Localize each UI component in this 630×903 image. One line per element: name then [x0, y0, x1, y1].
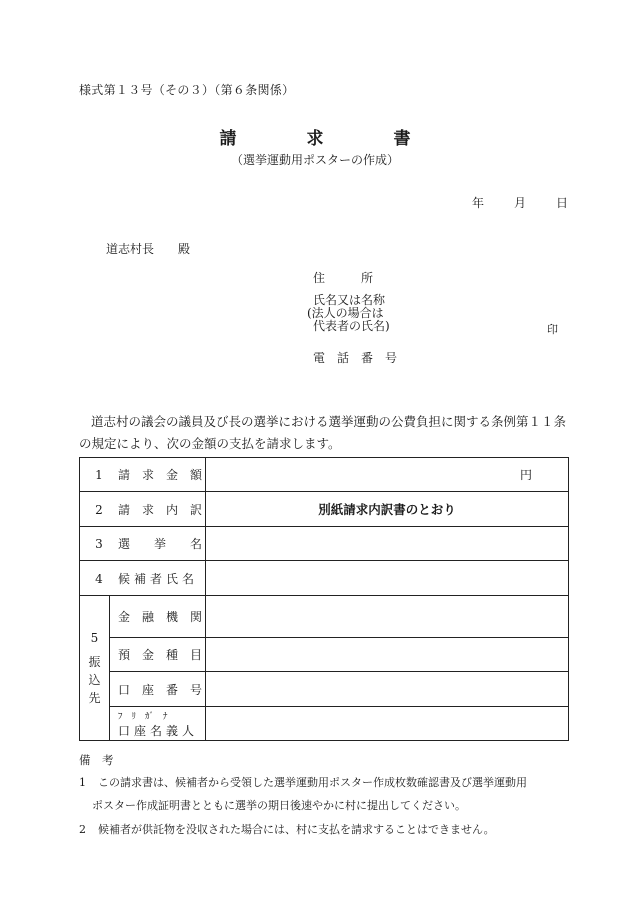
title-char-3: 書: [393, 129, 411, 149]
candidate-label-cell: [80, 561, 206, 596]
breakdown-label: 請 求 内 訳: [118, 502, 203, 517]
breakdown-value: 別紙請求内訳書のとおり: [206, 492, 569, 527]
candidate-value-cell[interactable]: [206, 561, 569, 596]
document-subtitle: （選挙運動用ポスターの作成）: [230, 153, 399, 167]
table-row-breakdown: [80, 492, 569, 527]
table-row-deposit-type: [80, 638, 569, 672]
amount-value-cell[interactable]: [206, 458, 569, 492]
transfer-label-char-2: 込: [88, 673, 101, 687]
row-number: 1: [95, 468, 103, 482]
note-text: この請求書は、候補者から受領した選挙運動用ポスター作成枚数確認書及び選挙運動用: [98, 776, 527, 789]
note-text: 候補者が供託物を没収された場合には、村に支払を請求することはできません。: [98, 823, 495, 836]
account-number-value-cell[interactable]: [206, 672, 569, 707]
title-char-1: 請: [219, 129, 237, 149]
yen-unit: 円: [519, 468, 532, 482]
name-label-3: 代表者の氏名): [313, 319, 390, 333]
account-number-label: 口 座 番 号: [110, 672, 206, 707]
row-number: 2: [95, 502, 103, 517]
form-number: 様式第１３号（その３）（第６条関係）: [79, 83, 295, 97]
row-number: 5: [90, 631, 99, 645]
seal-mark: 印: [547, 323, 558, 336]
election-value-cell[interactable]: [206, 527, 569, 561]
deposit-type-value-cell[interactable]: [206, 638, 569, 672]
account-holder-value-cell[interactable]: [206, 707, 569, 741]
request-table: [79, 457, 569, 741]
transfer-group-cell: [80, 596, 110, 741]
table-row-bank: [80, 596, 569, 638]
row-number: 3: [95, 537, 103, 551]
address-label: 住 所: [313, 271, 374, 285]
note-2-line-1: [79, 821, 495, 837]
election-label: 選 挙 名: [118, 537, 203, 551]
note-1-line-1: [79, 774, 527, 790]
furigana-label: ﾌ ﾘ ｶﾞ ﾅ: [118, 711, 168, 722]
note-number: 1: [79, 776, 86, 789]
account-holder-label-cell: [110, 707, 206, 741]
date-month: 月: [514, 196, 527, 210]
deposit-type-label: 預 金 種 目: [110, 638, 206, 672]
table-row-election: [80, 527, 569, 561]
name-label-2: (法人の場合は: [307, 306, 384, 320]
table-row-account-holder: [80, 707, 569, 741]
breakdown-label-cell: [80, 492, 206, 527]
date-line: [472, 194, 568, 211]
date-day: 日: [556, 196, 569, 210]
note-number: 2: [79, 823, 86, 836]
bank-value-cell[interactable]: [206, 596, 569, 638]
candidate-label: 候補者氏名: [118, 571, 199, 586]
row-number: 4: [95, 571, 103, 586]
notes-heading: 備 考: [79, 753, 114, 767]
table-row-candidate: [80, 561, 569, 596]
transfer-label-char-1: 振: [88, 655, 101, 669]
table-row-account-number: [80, 672, 569, 707]
request-statement: 道志村の議会の議員及び長の選挙における選挙運動の公費負担に関する条例第１１条の規定により、次の金額の支払を請求します。: [79, 414, 567, 451]
title-char-2: 求: [306, 129, 324, 149]
bank-label: 金 融 機 関: [110, 596, 206, 638]
note-1-line-2: ポスター作成証明書とともに選挙の期日後速やかに村に提出してください。: [92, 799, 466, 812]
transfer-label-char-3: 先: [88, 691, 101, 705]
document-title: [0, 124, 630, 149]
name-label-1: 氏名又は名称: [313, 293, 386, 307]
phone-label: 電 話 番 号: [313, 351, 398, 365]
amount-label: 請 求 金 額: [118, 468, 203, 482]
amount-label-cell: [80, 458, 206, 492]
date-year: 年: [472, 196, 485, 210]
addressee: 道志村長 殿: [106, 242, 191, 256]
account-holder-label: 口座名義人: [118, 723, 199, 738]
election-label-cell: [80, 527, 206, 561]
table-row-amount: [80, 458, 569, 492]
